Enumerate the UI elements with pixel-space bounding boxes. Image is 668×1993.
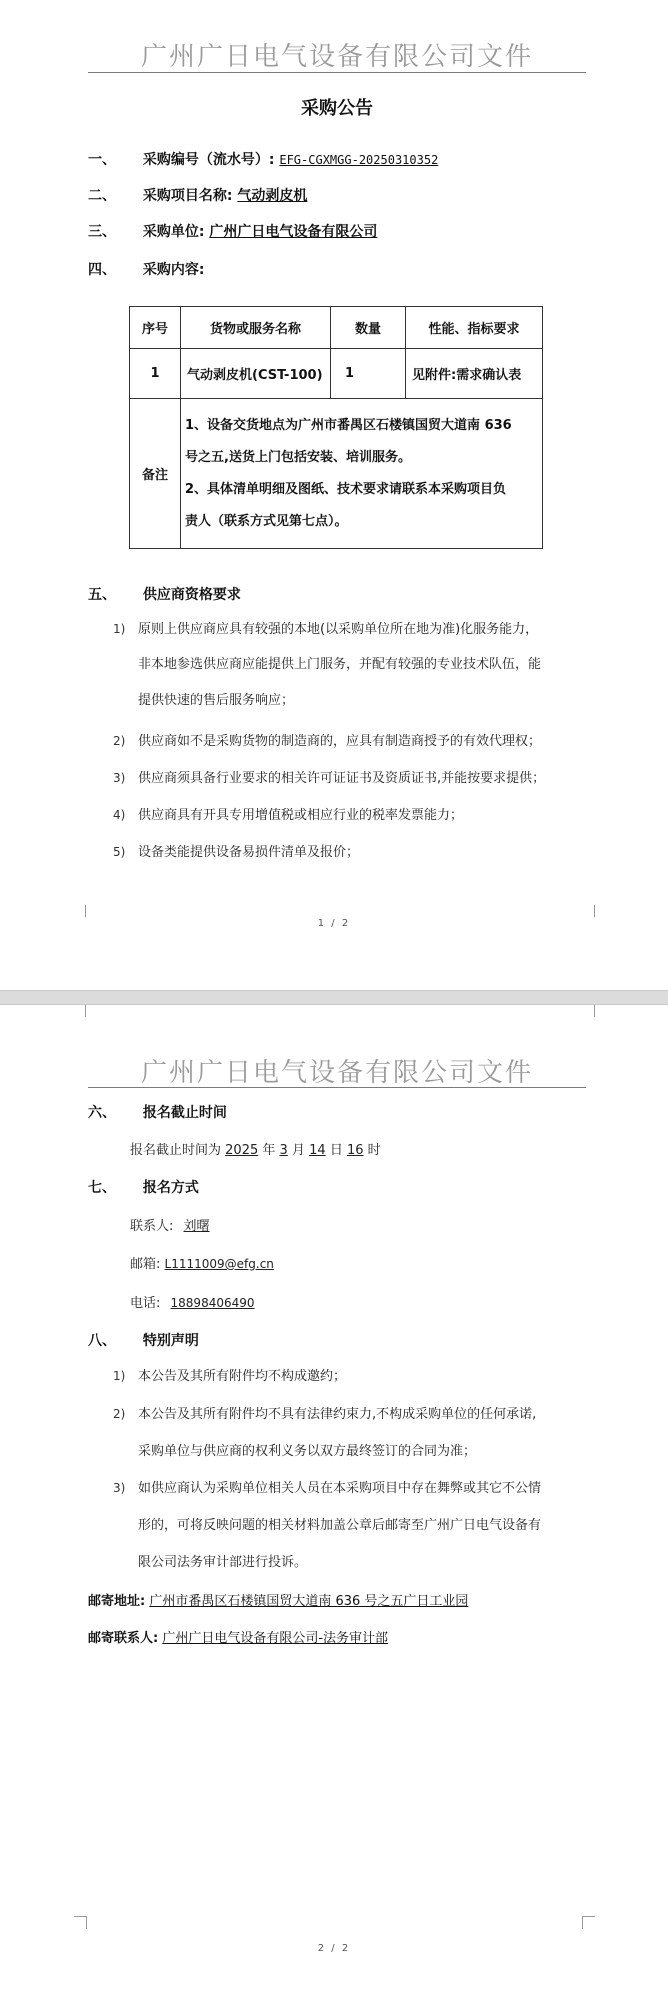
- cell-item-name: 气动剥皮机(CST-100): [181, 349, 331, 399]
- section-label: 特别声明: [142, 1333, 199, 1349]
- list-item-text: 非本地参选供应商应能提供上门服务，并配有较强的专业技术队伍，能: [138, 657, 542, 672]
- deadline-month-unit: 月: [291, 1143, 305, 1158]
- list-item-text: 供应商须具备行业要求的相关许可证证书及资质证书,并能按要求提供；: [138, 771, 546, 786]
- procurement-items-table: [129, 306, 543, 549]
- page-number: 2 / 2: [317, 1943, 351, 1954]
- remark-content: [181, 399, 543, 549]
- section-label: 采购项目名称:: [142, 188, 233, 204]
- list-item-text: 原则上供应商应具有较强的本地(以采购单位所在地为准)化服务能力，: [138, 622, 539, 637]
- list-item-text: 供应商具有开具专用增值税或相应行业的税率发票能力；: [138, 808, 464, 823]
- list-item-number: 3): [113, 1481, 126, 1495]
- deadline-year-unit: 年: [262, 1143, 276, 1158]
- crop-mark: [85, 905, 98, 917]
- list-item-text: 供应商如不是采购货物的制造商的，应具有制造商授予的有效代理权；: [138, 734, 542, 749]
- deadline-year: 2025: [225, 1143, 259, 1158]
- header-rule: [88, 1087, 586, 1088]
- page-separator: [0, 990, 668, 1005]
- section-number: 六、: [88, 1105, 116, 1121]
- section-procurement-number: [88, 149, 438, 169]
- section-number: 四、: [88, 262, 116, 278]
- contact-person-line: [130, 1215, 256, 1234]
- mailing-address: [88, 1590, 468, 1609]
- contact-phone-label: 电话:: [130, 1296, 161, 1311]
- section-label: 采购单位:: [142, 224, 205, 240]
- deadline-month: 3: [279, 1143, 288, 1158]
- header-cell-spec: 性能、指标要求: [406, 307, 543, 349]
- section-label: 供应商资格要求: [142, 587, 241, 603]
- crop-mark: [582, 1005, 595, 1017]
- list-item-text: 限公司法务审计部进行投诉。: [138, 1555, 308, 1570]
- table-header-row: [130, 307, 543, 349]
- list-item-number: 4): [113, 808, 126, 822]
- header-cell-index: 序号: [130, 307, 181, 349]
- contact-email-label: 邮箱:: [130, 1257, 161, 1272]
- contact-phone-value: 18898406490: [170, 1296, 255, 1310]
- section-number: 八、: [88, 1333, 116, 1349]
- list-item-number: 2): [113, 1407, 126, 1421]
- contact-person-label: 联系人:: [130, 1219, 174, 1234]
- section-label: 报名方式: [142, 1180, 199, 1196]
- section-number: 七、: [88, 1180, 116, 1196]
- list-item-text: 本公告及其所有附件均不构成邀约；: [138, 1369, 347, 1384]
- section-supplier-qualifications: [88, 584, 241, 604]
- procurement-number-value: EFG-CGXMGG-20250310352: [279, 153, 439, 167]
- section-purchaser: [88, 221, 377, 241]
- document-title: 采购公告: [301, 98, 373, 119]
- list-item-number: 5): [113, 845, 126, 859]
- project-name-value: 气动剥皮机: [237, 188, 308, 204]
- mailing-address-label: 邮寄地址:: [88, 1594, 146, 1609]
- page-number: 1 / 2: [317, 918, 351, 929]
- table-remark-row: [130, 399, 543, 549]
- section-label: 采购内容:: [142, 262, 205, 278]
- cell-quantity: 1: [331, 349, 406, 399]
- company-header-title: 广州广日电气设备有限公司文件: [140, 42, 533, 72]
- section-number: 一、: [88, 152, 116, 168]
- purchaser-value: 广州广日电气设备有限公司: [209, 224, 378, 240]
- list-item-text: 提供快速的售后服务响应；: [138, 693, 295, 708]
- list-item-number: 2): [113, 734, 126, 748]
- crop-mark: [85, 1005, 98, 1017]
- list-item-text: 如供应商认为采购单位相关人员在本采购项目中存在舞弊或其它不公情: [138, 1481, 542, 1496]
- deadline-hour-unit: 时: [367, 1143, 381, 1158]
- contact-email-line: [130, 1253, 274, 1272]
- section-procurement-content: [88, 259, 204, 279]
- section-number: 三、: [88, 224, 116, 240]
- section-number: 二、: [88, 188, 116, 204]
- cell-index: 1: [130, 349, 181, 399]
- section-special-statement: [88, 1330, 199, 1350]
- list-item-number: 3): [113, 771, 126, 785]
- company-header-title: 广州广日电气设备有限公司文件: [140, 1058, 533, 1088]
- table-row: [130, 349, 543, 399]
- list-item-text: 采购单位与供应商的权利义务以双方最终签订的合同为准；: [138, 1444, 477, 1459]
- remark-line: 2、具体清单明细及图纸、技术要求请联系本采购项目负: [185, 481, 507, 497]
- mailing-contact-label: 邮寄联系人:: [88, 1631, 159, 1646]
- header-rule: [88, 72, 586, 73]
- section-label: 采购编号（流水号）:: [142, 152, 275, 168]
- mailing-address-value: 广州市番禺区石楼镇国贸大道南 636 号之五广日工业园: [149, 1594, 469, 1609]
- mailing-contact-value: 广州广日电气设备有限公司-法务审计部: [162, 1631, 389, 1646]
- remark-label: 备注: [130, 399, 181, 549]
- crop-mark: [582, 1916, 595, 1929]
- section-project-name: [88, 185, 307, 205]
- header-cell-quantity: 数量: [331, 307, 406, 349]
- list-item-text: 设备类能提供设备易损件清单及报价；: [138, 845, 360, 860]
- list-item-number: 1): [113, 1369, 126, 1383]
- list-item-number: 1): [113, 622, 126, 636]
- remark-line: 1、设备交货地点为广州市番禺区石楼镇国贸大道南 636: [185, 417, 512, 433]
- contact-person-value: 刘曙: [183, 1219, 210, 1234]
- list-item-text: 本公告及其所有附件均不具有法律约束力,不构成采购单位的任何承诺,: [138, 1407, 537, 1422]
- page-2: [0, 1005, 668, 1993]
- section-number: 五、: [88, 587, 116, 603]
- remark-line: 责人（联系方式见第七点）。: [185, 513, 348, 529]
- deadline-prefix: 报名截止时间为: [130, 1143, 222, 1158]
- deadline-line: [130, 1139, 381, 1158]
- page-1: [0, 0, 668, 990]
- section-deadline: [88, 1102, 227, 1122]
- crop-mark: [74, 1916, 87, 1929]
- list-item-text: 形的，可将反映问题的相关材料加盖公章后邮寄至广州广日电气设备有: [138, 1518, 542, 1533]
- section-label: 报名截止时间: [142, 1105, 227, 1121]
- header-cell-name: 货物或服务名称: [181, 307, 331, 349]
- crop-mark: [582, 905, 595, 917]
- section-registration-method: [88, 1177, 199, 1197]
- deadline-day-unit: 日: [329, 1143, 343, 1158]
- mailing-contact: [88, 1627, 388, 1646]
- deadline-hour: 16: [346, 1143, 364, 1158]
- contact-phone-line: [130, 1292, 261, 1311]
- deadline-day: 14: [309, 1143, 326, 1158]
- contact-email-value: L1111009@efg.cn: [164, 1257, 274, 1271]
- remark-line: 号之五,送货上门包括安装、培训服务。: [185, 449, 411, 465]
- cell-spec: 见附件:需求确认表: [406, 349, 543, 399]
